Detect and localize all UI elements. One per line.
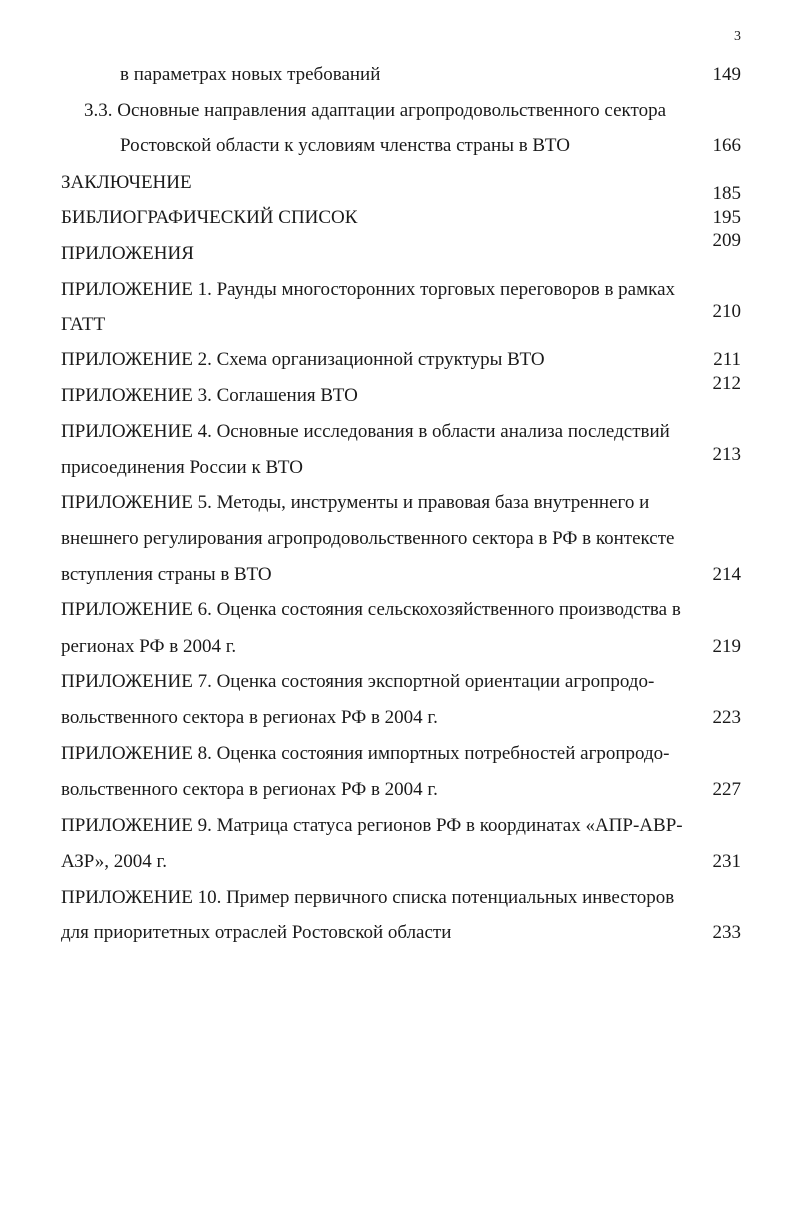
toc-entry-title: ПРИЛОЖЕНИЕ 8. Оценка состояния импортных потребностей агропродо- [61,743,670,764]
toc-entry-page: 195 [712,207,741,228]
toc-entry-page: 149 [712,64,741,85]
toc-entry-title: ПРИЛОЖЕНИЕ 3. Соглашения ВТО [61,385,358,406]
toc-entry-title: ПРИЛОЖЕНИЕ 7. Оценка состояния экспортной ориентации агропродо- [61,671,655,692]
toc-entry-title-cont: вступления страны в ВТО [61,564,272,585]
toc-entry-title: ПРИЛОЖЕНИЕ 4. Основные исследования в области анализа последствий [61,421,670,442]
toc-entry-page: 231 [712,851,741,872]
toc-entry-page: 211 [713,349,741,370]
toc-entry-page: 214 [712,564,741,585]
toc-entry-page: 233 [712,922,741,943]
toc-entry-title-cont: регионах РФ в 2004 г. [61,636,237,657]
toc-entry-title-cont: АЗР», 2004 г. [61,851,167,872]
toc-entry-page: 209 [712,230,741,251]
toc-entry-title: ПРИЛОЖЕНИЕ 10. Пример первичного списка потенциальных инвесторов [61,887,675,908]
toc-entry-title-cont: для приоритетных отраслей Ростовской области [61,922,452,943]
toc-entry-title: 3.3. Основные направления адаптации агропродовольственного сектора [84,100,666,121]
toc-entry-page: 166 [712,135,741,156]
toc-entry-title: ПРИЛОЖЕНИЕ 6. Оценка состояния сельскохозяйственного производства в [61,599,681,620]
toc-entry-title: ЗАКЛЮЧЕНИЕ [61,172,192,193]
toc-entry-title-cont: присоединения России к ВТО [61,457,303,478]
toc-entry-title-cont: вольственного сектора в регионах РФ в 2004 г. [61,707,438,728]
toc-entry-title: ПРИЛОЖЕНИЯ [61,243,194,264]
toc-entry-page: 213 [712,444,741,465]
toc-entry-page: 223 [712,707,741,728]
toc-entry-title-cont: вольственного сектора в регионах РФ в 2004 г. [61,779,438,800]
page-number: 3 [734,29,741,44]
toc-entry-title-cont: Ростовской области к условиям членства страны в ВТО [120,135,570,156]
toc-entry-title: БИБЛИОГРАФИЧЕСКИЙ СПИСОК [61,207,358,228]
toc-entry-title: в параметрах новых требований [120,64,381,85]
toc-entry-page: 185 [712,183,741,204]
toc-entry-title: ПРИЛОЖЕНИЕ 2. Схема организационной структуры ВТО [61,349,545,370]
toc-entry-page: 210 [712,301,741,322]
toc-entry-title: ПРИЛОЖЕНИЕ 9. Матрица статуса регионов РФ в координатах «АПР-АВР- [61,815,683,836]
toc-entry-title: ПРИЛОЖЕНИЕ 5. Методы, инструменты и правовая база внутреннего и [61,492,650,513]
toc-entry-title: ПРИЛОЖЕНИЕ 1. Раунды многосторонних торговых переговоров в рамках [61,279,676,300]
toc-entry-title-cont: ГАТТ [61,314,106,335]
toc-entry-title-cont: внешнего регулирования агропродовольственного сектора в РФ в контексте [61,528,675,549]
toc-entry-page: 219 [712,636,741,657]
toc-entry-page: 227 [712,779,741,800]
toc-entry-page: 212 [712,373,741,394]
